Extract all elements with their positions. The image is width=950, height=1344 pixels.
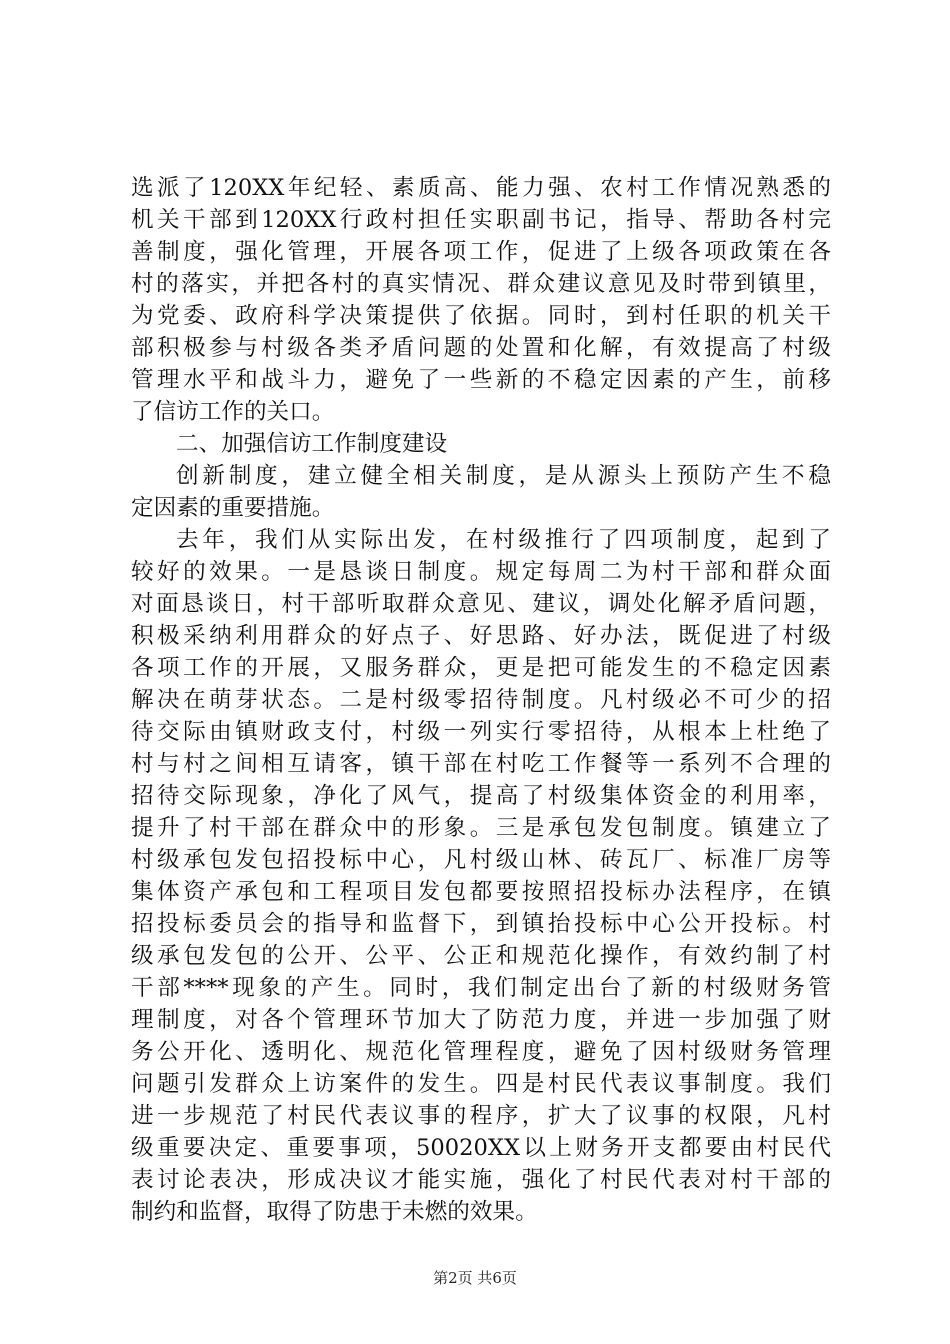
text-line: 理制度，对各个管理环节加大了防范力度，并进一步加强了财 bbox=[131, 1007, 831, 1033]
text-line: 解决在萌芽状态。二是村级零招待制度。凡村级必不可少的招 bbox=[131, 687, 831, 713]
text-line: 招待交际现象，净化了风气，提高了村级集体资金的利用率， bbox=[131, 783, 831, 809]
text-line: 机关干部到120XX行政村担任实职副书记，指导、帮助各村完 bbox=[131, 207, 831, 233]
text-line: 村级承包发包招投标中心，凡村级山林、砖瓦厂、标准厂房等 bbox=[131, 847, 831, 873]
text-line: 管理水平和战斗力，避免了一些新的不稳定因素的产生，前移 bbox=[131, 367, 831, 393]
text-line: 级承包发包的公开、公平、公正和规范化操作，有效约制了村 bbox=[131, 943, 831, 969]
text-line: 集体资产承包和工程项目发包都要按照招投标办法程序，在镇 bbox=[131, 879, 831, 905]
text-line: 选派了120XX年纪轻、素质高、能力强、农村工作情况熟悉的 bbox=[131, 175, 831, 201]
text-line: 对面恳谈日，村干部听取群众意见、建议，调处化解矛盾问题， bbox=[131, 591, 831, 617]
text-line: 部积极参与村级各类矛盾问题的处置和化解，有效提高了村级 bbox=[131, 335, 831, 361]
text-line: 干部****现象的产生。同时，我们制定出台了新的村级财务管 bbox=[131, 975, 831, 1001]
text-line: 务公开化、透明化、规范化管理程度，避免了因村级财务管理 bbox=[131, 1039, 831, 1065]
text-line: 了信访工作的关口。 bbox=[131, 399, 335, 425]
text-line: 善制度，强化管理，开展各项工作，促进了上级各项政策在各 bbox=[131, 239, 831, 265]
text-line: 村的落实，并把各村的真实情况、群众建议意见及时带到镇里， bbox=[131, 271, 831, 297]
text-line: 表讨论表决，形成决议才能实施，强化了村民代表对村干部的 bbox=[131, 1167, 831, 1193]
text-line: 二、加强信访工作制度建设 bbox=[176, 431, 448, 457]
text-line: 积极采纳利用群众的好点子、好思路、好办法，既促进了村级 bbox=[131, 623, 831, 649]
text-line: 进一步规范了村民代表议事的程序，扩大了议事的权限，凡村 bbox=[131, 1103, 831, 1129]
text-line: 为党委、政府科学决策提供了依据。同时，到村任职的机关干 bbox=[131, 303, 831, 329]
text-line: 招投标委员会的指导和监督下，到镇抬投标中心公开投标。村 bbox=[131, 911, 831, 937]
text-line: 制约和监督，取得了防患于未燃的效果。 bbox=[131, 1199, 538, 1225]
page-footer: 第2页 共6页 bbox=[433, 1269, 517, 1287]
text-line: 问题引发群众上访案件的发生。四是村民代表议事制度。我们 bbox=[131, 1071, 831, 1097]
text-line: 村与村之间相互请客，镇干部在村吃工作餐等一系列不合理的 bbox=[131, 751, 831, 777]
text-line: 较好的效果。一是恳谈日制度。规定每周二为村干部和群众面 bbox=[131, 559, 831, 585]
document-body bbox=[131, 172, 831, 1228]
text-line: 待交际由镇财政支付，村级一列实行零招待，从根本上杜绝了 bbox=[131, 719, 831, 745]
text-line: 各项工作的开展，又服务群众，更是把可能发生的不稳定因素 bbox=[131, 655, 831, 681]
text-line: 定因素的重要措施。 bbox=[131, 495, 335, 521]
text-line: 级重要决定、重要事项，50020XX以上财务开支都要由村民代 bbox=[131, 1135, 831, 1161]
text-line: 去年，我们从实际出发，在村级推行了四项制度，起到了 bbox=[176, 527, 831, 553]
text-line: 提升了村干部在群众中的形象。三是承包发包制度。镇建立了 bbox=[131, 815, 831, 841]
text-line: 创新制度，建立健全相关制度，是从源头上预防产生不稳 bbox=[176, 463, 831, 489]
